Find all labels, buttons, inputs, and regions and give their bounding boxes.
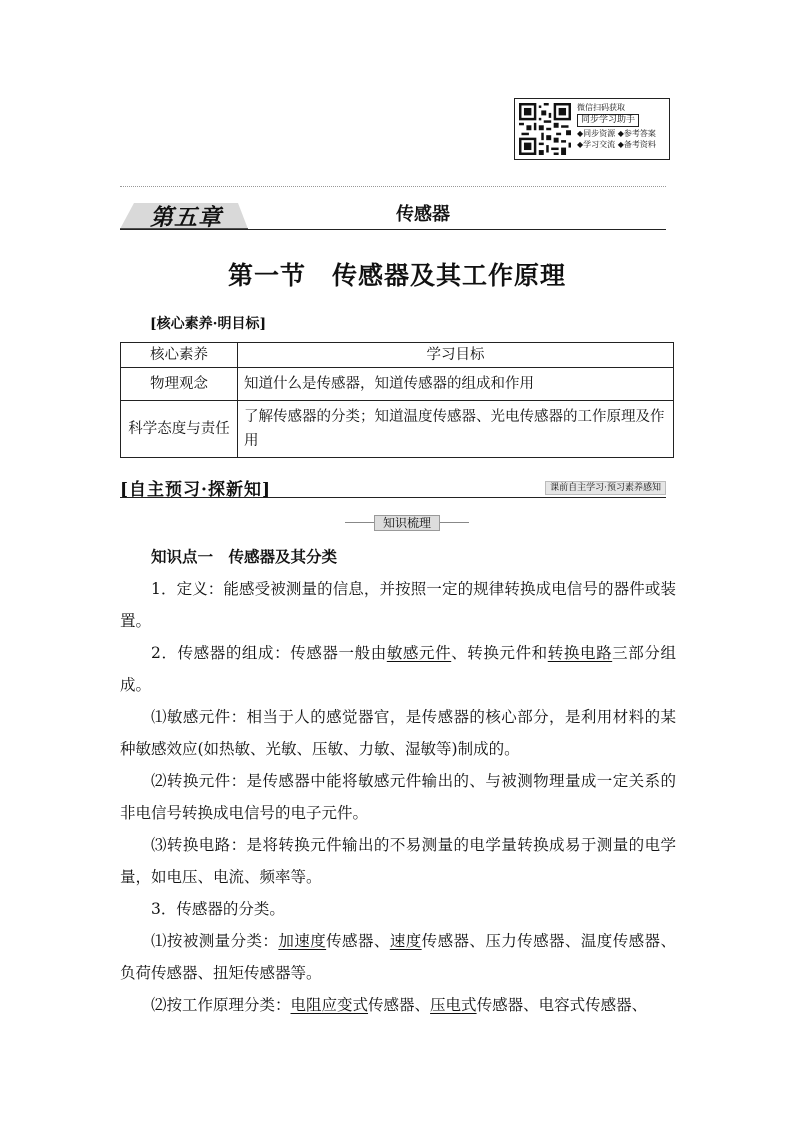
preview-rule bbox=[120, 497, 666, 498]
goals-label: [核心素养·明目标] bbox=[150, 316, 267, 332]
chapter-label: 第五章 bbox=[150, 205, 222, 231]
paragraph-sensitive-element: ⑴敏感元件：相当于人的感觉器官，是传感器的核心部分，是利用材料的某种敏感效应(如热敏、光敏、压敏、力敏、湿敏等)制成的。 bbox=[120, 708, 676, 758]
preview-section-bar bbox=[120, 475, 666, 499]
preview-title: [自主预习·探新知] bbox=[120, 480, 272, 500]
goals-header-row bbox=[121, 343, 674, 368]
paragraph-by-principle bbox=[120, 989, 676, 1021]
text-span: 传感器、 bbox=[326, 932, 390, 950]
goals-header-literacy: 核心素养 bbox=[121, 343, 238, 368]
qr-promo-text bbox=[577, 102, 667, 150]
table-row bbox=[121, 401, 674, 458]
table-row bbox=[121, 368, 674, 401]
underlined-term: 压电式 bbox=[430, 996, 477, 1014]
paragraph-conversion-element: ⑵转换元件：是传感器中能将敏感元件输出的、与被测物理量成一定关系的非电信号转换成电信号的电子元件。 bbox=[120, 772, 676, 822]
underlined-term: 敏感元件 bbox=[386, 644, 452, 662]
qr-line-1: 微信扫码获取 bbox=[577, 103, 625, 112]
paragraph-classification-heading: 3．传感器的分类。 bbox=[151, 900, 285, 918]
text-span: 传感器、压力传感器、温度传感器、负荷传感器、扭矩传感器等。 bbox=[120, 932, 676, 982]
underlined-term: 转换电路 bbox=[547, 644, 613, 662]
chapter-title: 传感器 bbox=[396, 204, 450, 225]
qr-line-3: ◆同步资源 ◆参考答案 bbox=[577, 129, 656, 138]
underlined-term: 加速度 bbox=[278, 932, 327, 950]
underlined-term: 速度 bbox=[389, 932, 422, 950]
text-span: 三部分组成。 bbox=[120, 644, 676, 694]
underlined-term: 电阻应变式 bbox=[290, 996, 369, 1014]
goals-table bbox=[120, 342, 674, 458]
section-tag-label: 知识梳理 bbox=[374, 515, 440, 531]
goals-cell-objective: 知道什么是传感器，知道传感器的组成和作用 bbox=[238, 368, 674, 401]
goals-header-objective: 学习目标 bbox=[238, 343, 674, 368]
text-span: 2．传感器的组成：传感器一般由 bbox=[151, 644, 387, 662]
qr-assistant-badge: 同步学习助手 bbox=[577, 114, 639, 127]
goals-cell-literacy: 科学态度与责任 bbox=[121, 401, 238, 458]
paragraph-conversion-circuit: ⑶转换电路：是将转换元件输出的不易测量的电学量转换成易于测量的电学量，如电压、电流、频率等。 bbox=[120, 836, 676, 886]
paragraph-definition bbox=[120, 573, 676, 637]
definition-label: 1．定义： bbox=[151, 580, 224, 598]
qr-line-4: ◆学习交流 ◆备考资料 bbox=[577, 140, 656, 149]
text-span: 传感器、 bbox=[368, 996, 431, 1014]
knowledge-point-heading: 知识点一 传感器及其分类 bbox=[151, 547, 338, 566]
chapter-rule bbox=[120, 229, 666, 230]
top-dotted-divider bbox=[120, 186, 666, 187]
text-span: ⑴按被测量分类： bbox=[151, 932, 279, 950]
text-span: 、转换元件和 bbox=[451, 644, 548, 662]
preview-tag: 课前自主学习·预习素养感知 bbox=[545, 481, 666, 495]
paragraph-by-measurand bbox=[120, 925, 676, 989]
section-tag bbox=[352, 515, 462, 529]
qr-promo-box bbox=[514, 98, 670, 160]
qr-code-icon bbox=[519, 103, 571, 155]
body-content bbox=[120, 541, 676, 1021]
text-span: ⑵按工作原理分类： bbox=[151, 996, 291, 1014]
goals-cell-objective: 了解传感器的分类；知道温度传感器、光电传感器的工作原理及作用 bbox=[238, 401, 674, 458]
goals-cell-literacy: 物理观念 bbox=[121, 368, 238, 401]
definition-text: 能感受被测量的信息，并按照一定的规律转换成电信号的器件或装置。 bbox=[120, 580, 676, 630]
text-span: 传感器、电容式传感器、 bbox=[476, 996, 648, 1014]
chapter-banner bbox=[120, 199, 666, 231]
paragraph-composition bbox=[120, 637, 676, 701]
section-title: 第一节 传感器及其工作原理 bbox=[227, 261, 566, 290]
